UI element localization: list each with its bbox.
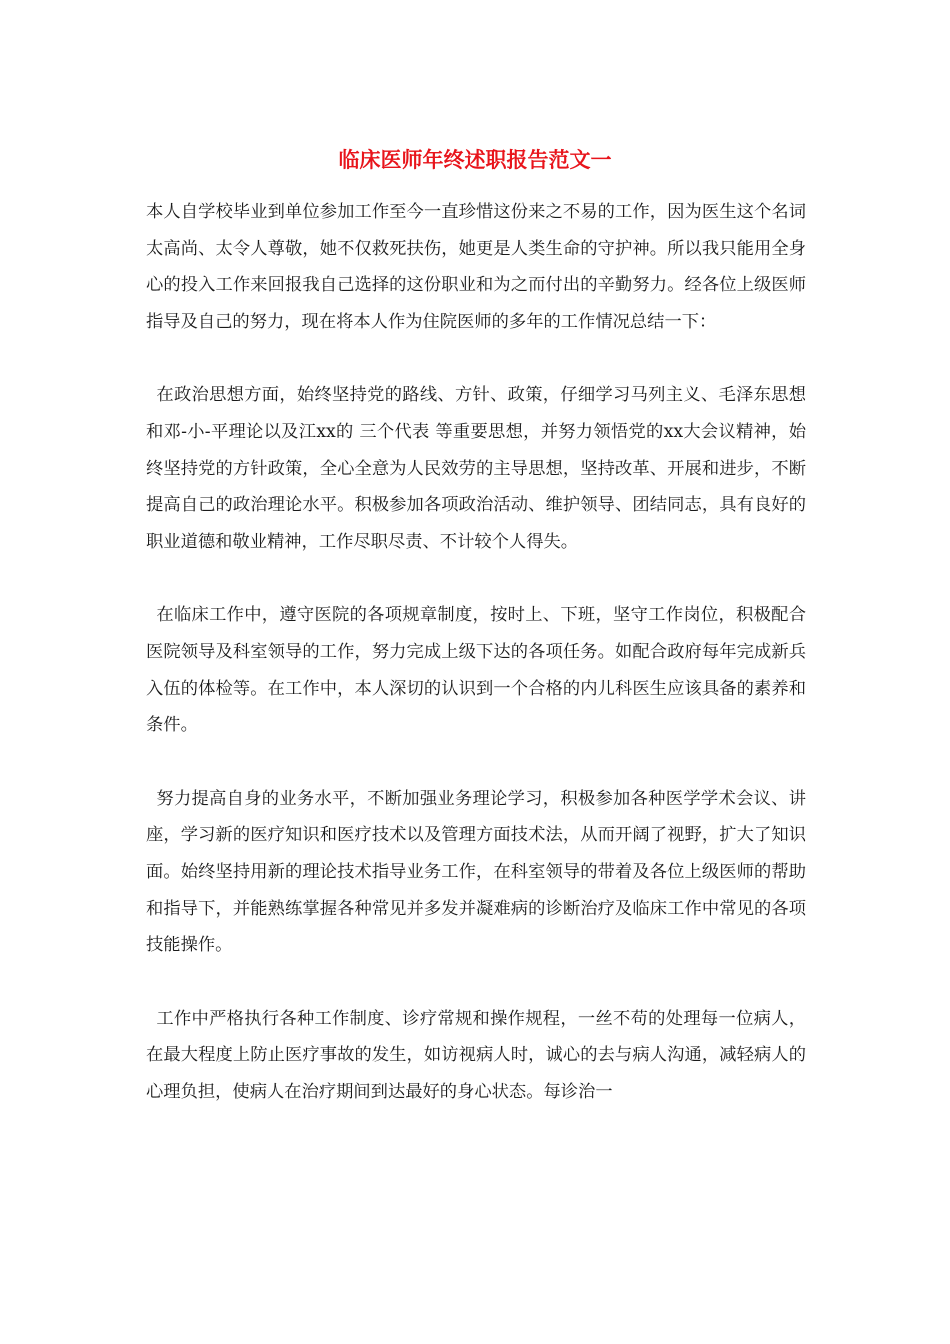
paragraph-intro: 本人自学校毕业到单位参加工作至今一直珍惜这份来之不易的工作，因为医生这个名词太高尚、太令人尊敬，她不仅救死扶伤，她更是人类生命的守护神。所以我只能用全身心的投入工作来回报我自己选择的这份职业和为之而付出的辛勤努力。经各位上级医师指导及自己的努力，现在将本人作为住院医师的多年的工作情况总结一下： — [146, 202, 806, 332]
document-title: 临床医师年终述职报告范文一 — [338, 147, 612, 172]
document-body — [146, 194, 806, 1147]
paragraph-political: 在政治思想方面，始终坚持党的路线、方针、政策，仔细学习马列主义、毛泽东思想和邓-小-平理论以及江xx的 三个代表 等重要思想，并努力领悟党的xx大会议精神，始终坚持党的方针政策，全心全意为人民效劳的主导思想，坚持改革、开展和进步，不断提高自己的政治理论水平。积极参加各项政治活动、维护领导、团结同志，具有良好的职业道德和敬业精神，工作尽职尽责、不计较个人得失。 — [146, 385, 806, 552]
paragraph-work-rules: 工作中严格执行各种工作制度、诊疗常规和操作规程，一丝不苟的处理每一位病人，在最大程度上防止医疗事故的发生，如访视病人时，诚心的去与病人沟通，减轻病人的心理负担，使病人在治疗期间到达最好的身心状态。每诊治一 — [146, 1008, 806, 1102]
paragraph-clinical-work: 在临床工作中，遵守医院的各项规章制度，按时上、下班，坚守工作岗位，积极配合医院领导及科室领导的工作，努力完成上级下达的各项任务。如配合政府每年完成新兵入伍的体检等。在工作中，本人深切的认识到一个合格的内儿科医生应该具备的素养和条件。 — [146, 605, 806, 736]
paragraph-professional-skill: 努力提高自身的业务水平，不断加强业务理论学习，积极参加各种医学学术会议、讲座，学习新的医疗知识和医疗技术以及管理方面技术法，从而开阔了视野，扩大了知识面。始终坚持用新的理论技术指导业务工作，在科室领导的带着及各位上级医师的帮助和指导下，并能熟练掌握各种常见并多发并凝难病的诊断治疗及临床工作中常见的各项技能操作。 — [146, 788, 806, 956]
